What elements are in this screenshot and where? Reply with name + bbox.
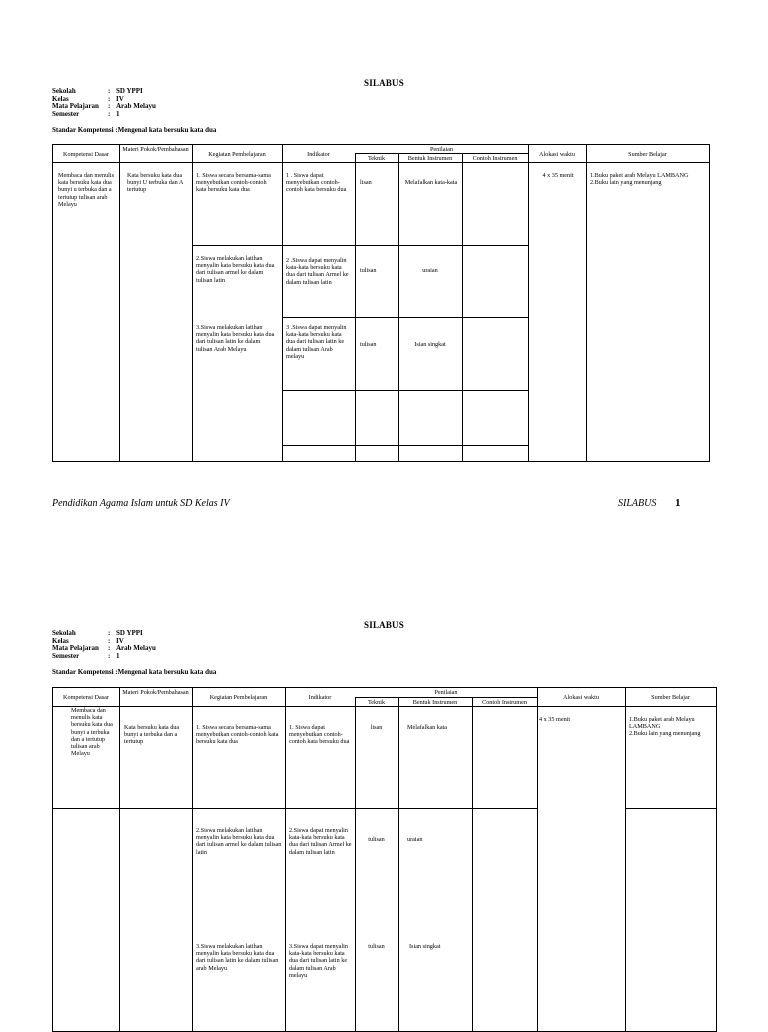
indikator-cell: 1. Siswa dapat menyebutkan contoh-contoh kata bersuku dua [289,724,350,746]
indikator-cell: 3 .Siswa dapat menyalin kata-kata bersuku kata dua dari tulisan latin ke dalam tulisan Arab melayu [286,324,347,360]
header-sumber: Sumber Belajar [628,151,667,158]
meta-value: Arab Melayu [116,644,156,653]
meta-key: Sekolah [52,629,76,637]
meta-value: SD YPPI [116,87,143,95]
bentuk-cell: Isian singkat [414,341,446,348]
meta-block: Sekolah : SD YPPI Kelas : IV Mata Pelajaran : Arab Melayu Semester : 1 [52,629,156,660]
kompetensi-cell: Membaca dan menulis kata bersuku kata dua bunyi u terbuka dan a tertutup tulisan arab Melayu [58,172,115,208]
teknik-cell: tulisan [368,836,385,843]
meta-value: SD YPPI [116,629,143,637]
header-indikator: Indikator [307,151,330,158]
header-kegiatan: Kegiatan Pembelajaran [209,694,268,701]
kompetensi-cell: Membaca dan menulis kata bersuku kata dua bunyi a terbuka dan a tertutup tulisan arab Melayu [71,707,113,758]
teknik-cell: tulisan [360,341,377,348]
meta-key: Semester [52,651,80,660]
sumber-item: 2.Buku lain yang menunjang [590,179,662,187]
header-contoh: Contoh Instrumen [482,699,527,706]
header-bentuk: Bentuk Instrumen [412,699,458,706]
header-contoh: Contoh Instrumen [472,155,518,162]
standar-kompetensi: Standar Kompetensi :Mengenal kata bersuku kata dua [52,668,217,676]
kegiatan-cell: 1. Siswa secara bersama-sama menyebutkan contoh-contoh kata bersuku kata dua [196,172,271,194]
header-materi: Materi Pokok/Pembahasan [122,689,189,696]
header-teknik: Teknik [367,155,386,162]
alokasi-cell: 4 x 35 menit [539,716,571,723]
meta-key: Semester [52,109,80,118]
teknik-cell: lisan [370,724,383,731]
header-materi: Materi Pokok/Pembahasan [122,146,189,153]
bentuk-cell: Melafalkan kata [407,724,448,731]
kegiatan-cell: 2.Siswa melakukan latihan menyalin kata bersuku kata dua dari tulisan armel ke dalam tulisan latin [196,827,282,856]
header-indikator: Indikator [308,694,332,701]
sumber-item: 1.Buku paket arab Melayu LAMBANG [590,172,689,179]
header-kegiatan: Kegiatan Pembelajaran [208,151,266,158]
bentuk-cell: Isian singkat [409,943,441,950]
header-alokasi: Alokasi waktu [539,151,575,158]
meta-key: Sekolah [52,87,76,95]
sumber-cell [629,716,715,738]
header-penilaian: Penilaian [434,689,458,696]
kegiatan-cell: 3.Siswa melakukan latihan menyalin kata bersuku kata dua dari tulisan latin ke dalam tulisan arab Melayu [196,943,279,972]
meta-value: Arab Melayu [116,102,156,111]
meta-key: Kelas [52,94,69,103]
indikator-cell: 3.Siswa dapat menyalin kata-kata bersuku kata dua dari tulisan latin ke dalam tulisan Arab melayu [289,943,348,979]
teknik-cell: tulisan [368,943,385,950]
meta-value: IV [116,636,124,645]
sumber-cell [590,172,706,186]
header-penilaian: Penilaian [429,146,454,153]
header-bentuk: Bentuk Instrumen [407,155,453,162]
teknik-cell: lisan [360,179,372,186]
meta-key: Mata Pelajaran [52,102,99,111]
sumber-item: 2.Buku lain yang menunjang [629,730,701,738]
bentuk-cell: Melafalkan kata-kata [404,179,458,186]
sumber-item: 1.Buku paket arab Melayu LAMBANG [629,716,695,731]
kegiatan-cell: 2.Siswa melakukan latihan menyalin kata bersuku kata dua dari tulisan armel ke dalam tulisan latin [196,255,275,284]
kegiatan-cell: 1. Siswa secara bersama-sama menyebutkan contoh-contoh kata bersuku kata dua [196,724,279,746]
indikator-cell: 2.Siswa dapat menyalin kata-kata bersuku kata dua dari tulisan Armel ke dalam tulisan latin [289,827,352,856]
meta-key: Kelas [52,636,69,645]
header-sumber: Sumber Belajar [651,694,690,701]
meta-value: 1 [116,651,120,660]
materi-cell: Kata bersuku kata dua bunyi U terbuka dan A tertutup [127,172,184,194]
alokasi-cell: 4 x 35 menit [542,172,574,179]
materi-cell: Kata bersuku kata dua bunyi a terbuka dan a tertutup [124,724,180,746]
syllabus-table [52,687,717,1032]
header-kompetensi: Kompetensi Dasar [63,694,109,701]
footer-subject: Pendidikan Agama Islam untuk SD Kelas IV [52,498,230,509]
page-title: SILABUS [364,620,404,630]
footer-label: SILABUS [618,498,657,509]
kegiatan-cell: 3.Siswa melakukan latihan menyalin kata bersuku kata dua dari tulisan latin ke dalam tulisan Arab Melayu [196,324,275,353]
page-number: 1 [675,497,681,509]
indikator-cell: 1 . Siswa dapat menyebutkan contoh-contoh kata bersuku dua [286,172,347,194]
header-teknik: Teknik [367,699,386,706]
teknik-cell: tulisan [360,267,377,274]
syllabus-table [52,144,710,462]
page-title: SILABUS [364,78,404,88]
header-alokasi: Alokasi waktu [563,694,599,701]
meta-value: 1 [116,109,120,118]
indikator-cell: 2 .Siswa dapat menyalin kata-kata bersuku kata dua dari tulisan Armel ke dalam tulisan latin [286,257,349,286]
standar-kompetensi: Standar Kompetensi :Mengenal kata bersuku kata dua [52,126,217,134]
header-kompetensi: Kompetensi Dasar [63,151,109,158]
meta-block: Sekolah : SD YPPI Kelas : IV Mata Pelajaran : Arab Melayu Semester : 1 [52,87,156,118]
bentuk-cell: uraian [422,267,438,274]
meta-key: Mata Pelajaran [52,644,99,653]
bentuk-cell: uraian [407,836,423,843]
meta-value: IV [116,94,124,103]
